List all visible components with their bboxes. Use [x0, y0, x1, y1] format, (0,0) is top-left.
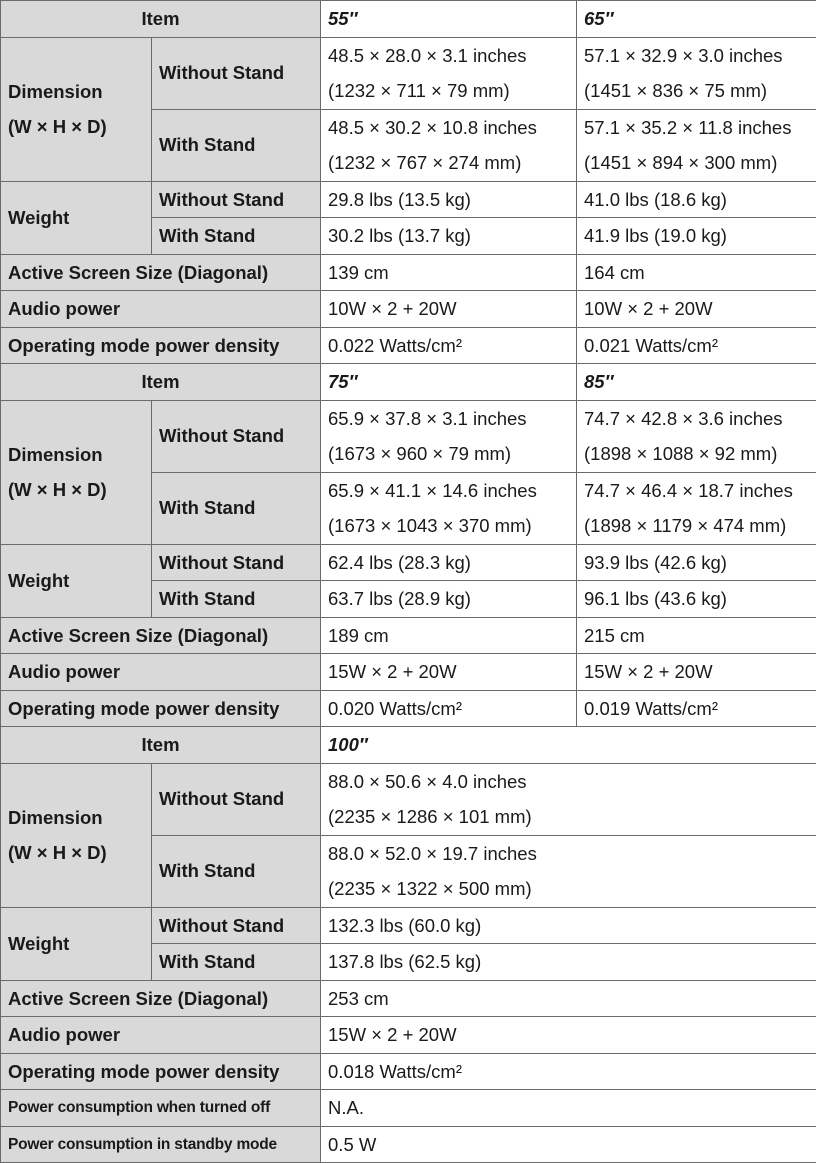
table-row	[1, 37, 816, 109]
header-row	[1, 364, 816, 401]
power-off-value: N.A.	[321, 1090, 816, 1127]
standby-label: Power consumption in standby mode	[1, 1126, 321, 1163]
weight-value: 41.0 lbs (18.6 kg)	[577, 181, 816, 218]
active-screen-value: 189 cm	[321, 617, 577, 654]
table-row	[1, 763, 816, 835]
table-row	[1, 654, 816, 691]
weight-value: 132.3 lbs (60.0 kg)	[321, 907, 816, 944]
weight-value: 62.4 lbs (28.3 kg)	[321, 544, 577, 581]
audio-value: 15W × 2 + 20W	[577, 654, 816, 691]
dimension-label: Dimension (W × H × D)	[1, 37, 152, 181]
weight-value: 137.8 lbs (62.5 kg)	[321, 944, 816, 981]
dimension-value: 88.0 × 50.6 × 4.0 inches (2235 × 1286 × 101 mm)	[321, 763, 816, 835]
table-row	[1, 907, 816, 944]
standby-value: 0.5 W	[321, 1126, 816, 1163]
with-stand-label: With Stand	[152, 218, 321, 255]
table-row	[1, 617, 816, 654]
dimension-label: Dimension (W × H × D)	[1, 763, 152, 907]
dimension-value: 48.5 × 30.2 × 10.8 inches (1232 × 767 × 274 mm)	[321, 109, 577, 181]
with-stand-label: With Stand	[152, 472, 321, 544]
weight-value: 63.7 lbs (28.9 kg)	[321, 581, 577, 618]
table-row	[1, 544, 816, 581]
audio-value: 15W × 2 + 20W	[321, 654, 577, 691]
active-screen-value: 253 cm	[321, 980, 816, 1017]
weight-label: Weight	[1, 544, 152, 617]
dimension-value: 88.0 × 52.0 × 19.7 inches (2235 × 1322 × 500 mm)	[321, 835, 816, 907]
dimension-value: 74.7 × 46.4 × 18.7 inches (1898 × 1179 × 474 mm)	[577, 472, 816, 544]
weight-value: 96.1 lbs (43.6 kg)	[577, 581, 816, 618]
power-off-label: Power consumption when turned off	[1, 1090, 321, 1127]
with-stand-label: With Stand	[152, 581, 321, 618]
model-header: 55″	[321, 1, 577, 38]
active-screen-value: 164 cm	[577, 254, 816, 291]
dimension-value: 57.1 × 32.9 × 3.0 inches (1451 × 836 × 75 mm)	[577, 37, 816, 109]
dimension-value: 57.1 × 35.2 × 11.8 inches (1451 × 894 × 300 mm)	[577, 109, 816, 181]
item-header: Item	[1, 727, 321, 764]
audio-label: Audio power	[1, 291, 321, 328]
with-stand-label: With Stand	[152, 835, 321, 907]
power-density-value: 0.020 Watts/cm²	[321, 690, 577, 727]
dimension-label: Dimension (W × H × D)	[1, 400, 152, 544]
audio-value: 10W × 2 + 20W	[577, 291, 816, 328]
power-density-value: 0.022 Watts/cm²	[321, 327, 577, 364]
without-stand-label: Without Stand	[152, 763, 321, 835]
table-row	[1, 1126, 816, 1163]
power-density-label: Operating mode power density	[1, 327, 321, 364]
active-screen-value: 139 cm	[321, 254, 577, 291]
with-stand-label: With Stand	[152, 109, 321, 181]
without-stand-label: Without Stand	[152, 907, 321, 944]
weight-value: 29.8 lbs (13.5 kg)	[321, 181, 577, 218]
power-density-label: Operating mode power density	[1, 1053, 321, 1090]
audio-value: 15W × 2 + 20W	[321, 1017, 816, 1054]
power-density-value: 0.019 Watts/cm²	[577, 690, 816, 727]
table-row	[1, 980, 816, 1017]
dimension-value: 48.5 × 28.0 × 3.1 inches (1232 × 711 × 79 mm)	[321, 37, 577, 109]
dimension-value: 65.9 × 41.1 × 14.6 inches (1673 × 1043 × 370 mm)	[321, 472, 577, 544]
table-row	[1, 181, 816, 218]
weight-value: 93.9 lbs (42.6 kg)	[577, 544, 816, 581]
without-stand-label: Without Stand	[152, 400, 321, 472]
model-header: 100″	[321, 727, 816, 764]
header-row	[1, 727, 816, 764]
item-header: Item	[1, 1, 321, 38]
header-row	[1, 1, 816, 38]
dimension-value: 65.9 × 37.8 × 3.1 inches (1673 × 960 × 79 mm)	[321, 400, 577, 472]
power-density-label: Operating mode power density	[1, 690, 321, 727]
without-stand-label: Without Stand	[152, 544, 321, 581]
weight-label: Weight	[1, 181, 152, 254]
table-row	[1, 1053, 816, 1090]
model-header: 75″	[321, 364, 577, 401]
power-density-value: 0.018 Watts/cm²	[321, 1053, 816, 1090]
with-stand-label: With Stand	[152, 944, 321, 981]
table-row	[1, 327, 816, 364]
active-screen-label: Active Screen Size (Diagonal)	[1, 254, 321, 291]
table-row	[1, 690, 816, 727]
audio-label: Audio power	[1, 654, 321, 691]
table-row	[1, 400, 816, 472]
item-header: Item	[1, 364, 321, 401]
weight-value: 41.9 lbs (19.0 kg)	[577, 218, 816, 255]
weight-label: Weight	[1, 907, 152, 980]
table-row	[1, 291, 816, 328]
audio-value: 10W × 2 + 20W	[321, 291, 577, 328]
model-header: 85″	[577, 364, 816, 401]
weight-value: 30.2 lbs (13.7 kg)	[321, 218, 577, 255]
table-row	[1, 1017, 816, 1054]
audio-label: Audio power	[1, 1017, 321, 1054]
active-screen-value: 215 cm	[577, 617, 816, 654]
without-stand-label: Without Stand	[152, 37, 321, 109]
active-screen-label: Active Screen Size (Diagonal)	[1, 617, 321, 654]
table-row	[1, 254, 816, 291]
active-screen-label: Active Screen Size (Diagonal)	[1, 980, 321, 1017]
table-row	[1, 1090, 816, 1127]
model-header: 65″	[577, 1, 816, 38]
dimension-value: 74.7 × 42.8 × 3.6 inches (1898 × 1088 × 92 mm)	[577, 400, 816, 472]
without-stand-label: Without Stand	[152, 181, 321, 218]
power-density-value: 0.021 Watts/cm²	[577, 327, 816, 364]
